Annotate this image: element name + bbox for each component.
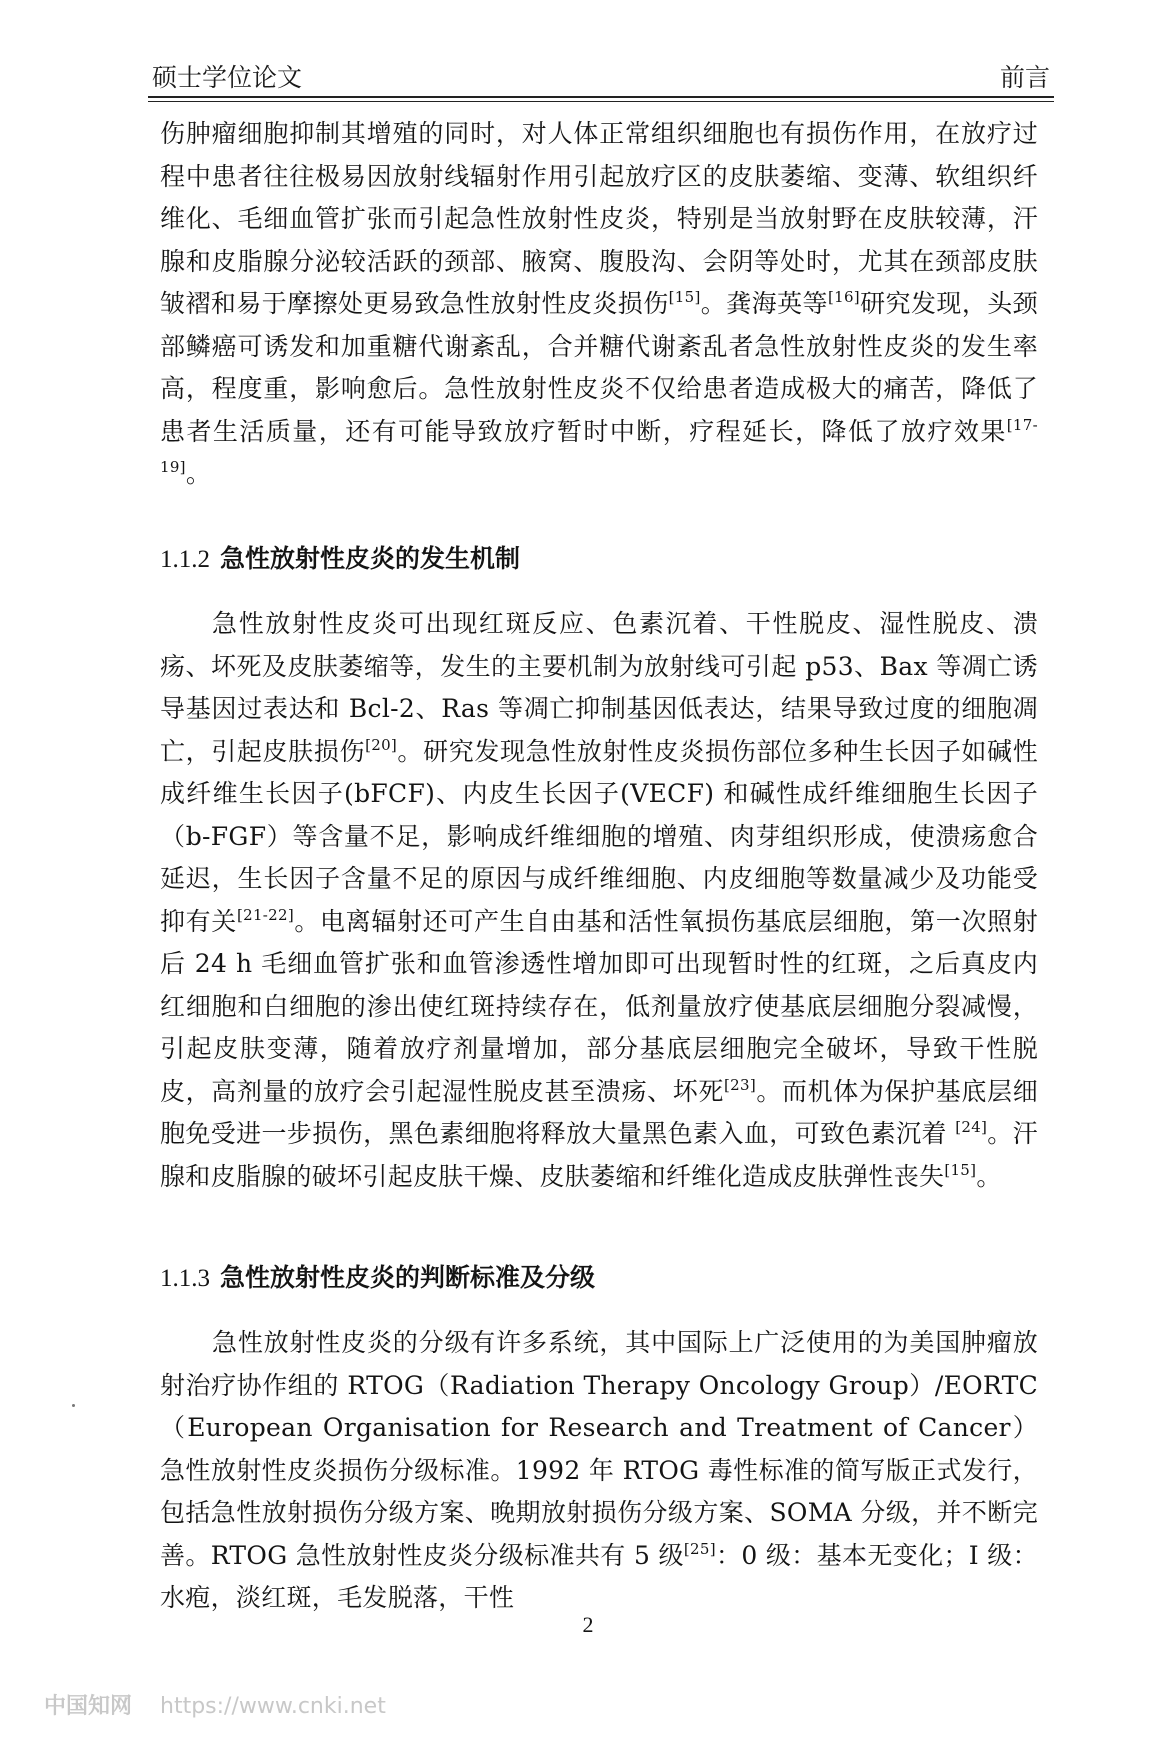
header-divider-thin [148,101,1054,102]
header-divider [148,96,1054,98]
section-title: 急性放射性皮炎的发生机制 [220,544,521,573]
scan-speck [72,1404,75,1407]
section-title: 急性放射性皮炎的判断标准及分级 [220,1263,596,1292]
body-paragraph-1 [160,113,1038,496]
citation-ref: [16] [827,288,860,306]
watermark-brand: 中国知网 [44,1694,133,1719]
running-header [148,58,1054,98]
text-span: 。电离辐射还可产生自由基和活性氧损伤基底层细胞，第一次照射后 24 h 毛细血管扩张和血管渗透性增加即可出现暂时性的红斑，之后真皮内红细胞和白细胞的渗出使红斑持续存在，低剂量放疗使基底层细胞分裂减慢，引起皮肤变薄，随着放疗剂量增加，部分基底层细胞完全破坏，导致干性脱皮，高剂量的放疗会引起湿性脱皮甚至溃疡、坏死 [160,906,1038,1106]
text-span: 。研究发现急性放射性皮炎损伤部位多种生长因子如碱性成纤维生长因子(bFCF)、内皮生长因子(VECF) 和碱性成纤维细胞生长因子（b-FGF）等含量不足，影响成纤维细胞的增殖、肉芽组织形成，使溃疡愈合延迟，生长因子含量不足的原因与成纤维细胞、内皮细胞等数量减少及功能受抑有关 [160,736,1038,936]
citation-ref: [25] [683,1539,716,1558]
text-span: 急性放射性皮炎可出现红斑反应、色素沉着、干性脱皮、湿性脱皮、溃疡、坏死及皮肤萎缩等，发生的主要机制为放射线可引起 p53、Bax 等凋亡诱导基因过表达和 Bcl-2、Ras 等凋亡抑制基因低表达，结果导致过度的细胞凋亡，引起皮肤损伤 [160,609,1038,766]
watermark-url: https://www.cnki.net [160,1694,386,1719]
citation-ref: [17-19] [160,415,1038,476]
text-span: 。 [976,1161,1002,1191]
citation-ref: [15] [668,288,701,306]
citation-ref: [24] [955,1118,988,1136]
citation-ref: [15] [944,1160,977,1179]
text-span: 急性放射性皮炎的分级有许多系统，其中国际上广泛使用的为美国肿瘤放射治疗协作组的 RTOG（Radiation Therapy Oncology Group）/EORTC（European Organisation for Research and Treatment of Cancer）急性放射性皮炎损伤分级标准。1992 年 RTOG 毒性标准的简写版正式发行，包括急性放射损伤分级方案、晚期放射损伤分级方案、SOMA 分级，并不断完善。RTOG 急性放射性皮炎分级标准共有 5 级 [160,1328,1038,1570]
section-heading-1-1-2 [160,541,1038,578]
text-span: 。 [185,459,212,488]
cnki-watermark [44,1689,386,1720]
header-thesis-type: 硕士学位论文 [152,63,303,92]
text-span: ：0 级：基本无变化；I 级：水疱，淡红斑，毛发脱落，干性 [160,1540,1038,1612]
text-span: 伤肿瘤细胞抑制其增殖的同时，对人体正常组织细胞也有损伤作用，在放疗过程中患者往往极易因放射线辐射作用引起放疗区的皮肤萎缩、变薄、软组织纤维化、毛细血管扩张而引起急性放射性皮炎，特别是当放射野在皮肤较薄，汗腺和皮脂腺分泌较活跃的颈部、腋窝、腹股沟、会阴等处时，尤其在颈部皮肤皱褶和易于摩擦处更易致急性放射性皮炎损伤 [160,119,1038,318]
page-number: 2 [582,1612,594,1637]
section-heading-1-1-3 [160,1260,1038,1297]
body-paragraph-2 [160,603,1038,1198]
body-paragraph-3 [160,1322,1038,1620]
header-chapter: 前言 [999,63,1050,92]
text-span: 研究发现，头颈部鳞癌可诱发和加重糖代谢紊乱，合并糖代谢紊乱者急性放射性皮炎的发生率高，程度重，影响愈后。急性放射性皮炎不仅给患者造成极大的痛苦，降低了患者生活质量，还有可能导致放疗暂时中断，疗程延长，降低了放疗效果 [160,289,1038,446]
text-span: 。而机体为保护基底层细胞免受进一步损伤，黑色素细胞将释放大量黑色素入血，可致色素沉着 [160,1076,1038,1148]
citation-ref: [20] [365,735,398,754]
text-span: 。龚海英等 [700,289,828,318]
section-number: 1.1.2 [160,546,210,573]
citation-ref: [21-22] [236,905,295,924]
section-number: 1.1.3 [160,1265,210,1292]
text-span: 。汗腺和皮脂腺的破坏引起皮肤干燥、皮肤萎缩和纤维化造成皮肤弹性丧失 [160,1119,1038,1191]
citation-ref: [23] [724,1075,756,1094]
